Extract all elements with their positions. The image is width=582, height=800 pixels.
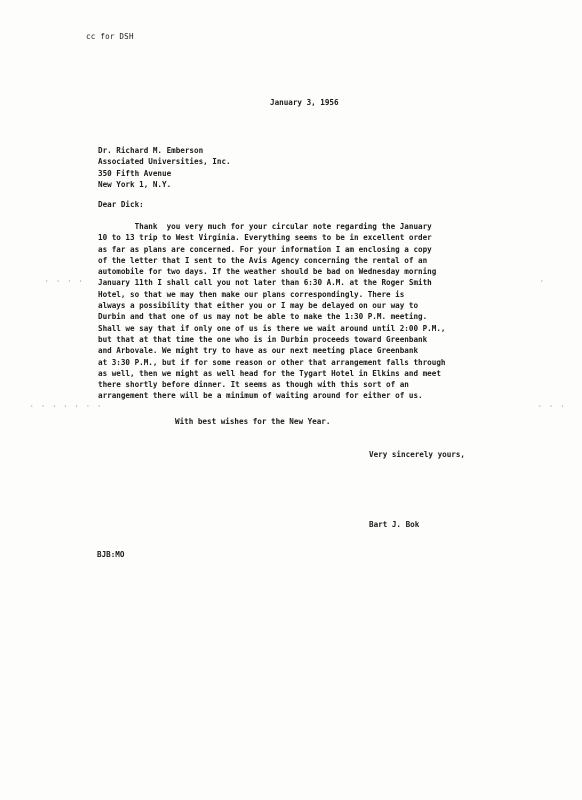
recipient-street: 350 Fifth Avenue <box>98 168 172 178</box>
recipient-address-block <box>98 145 231 190</box>
body-line: Thank you very much for your circular note regarding the January <box>98 222 432 231</box>
scan-speck: · · · · <box>45 278 85 285</box>
salutation: Dear Dick: <box>98 200 144 209</box>
scan-speck: · · · <box>538 403 567 410</box>
scan-speck: · <box>540 278 546 285</box>
typist-initials: BJB:MO <box>97 550 125 559</box>
letter-date: January 3, 1956 <box>270 98 339 107</box>
body-line: always a possibility that either you or I may be delayed on our way to <box>98 301 419 311</box>
body-line: 10 to 13 trip to West Virginia. Everything seems to be in excellent order <box>98 233 432 243</box>
closing-wishes: With best wishes for the New Year. <box>175 417 331 426</box>
signature-name: Bart J. Bok <box>369 520 420 529</box>
body-line: Shall we say that if only one of us is there we wait around until 2:00 P.M., <box>98 323 446 333</box>
letter-body <box>98 221 516 402</box>
body-line: Durbin and that one of us may not be able to make the 1:30 P.M. meeting. <box>98 312 428 322</box>
recipient-city: New York 1, N.Y. <box>98 179 172 189</box>
body-line: at 3:30 P.M., but if for some reason or other that arrangement falls through <box>98 357 446 367</box>
body-line: and Arbovale. We might try to have as our next meeting place Greenbank <box>98 346 419 356</box>
body-line: of the letter that I sent to the Avis Agency concerning the rental of an <box>98 255 428 265</box>
recipient-name: Dr. Richard M. Emberson <box>98 146 204 155</box>
body-line: Hotel, so that we may then make our plans correspondingly. There is <box>98 289 405 299</box>
scan-speck: · · · · · · · <box>30 403 103 410</box>
body-line: automobile for two days. If the weather should be bad on Wednesday morning <box>98 267 437 277</box>
recipient-organization: Associated Universities, Inc. <box>98 157 231 167</box>
body-line: there shortly before dinner. It seems as though with this sort of an <box>98 380 409 390</box>
cc-line: cc for DSH <box>86 32 134 41</box>
body-line: as far as plans are concerned. For your information I am enclosing a copy <box>98 244 432 254</box>
body-line: January 11th I shall call you not later than 6:30 A.M. at the Roger Smith <box>98 278 432 288</box>
body-line: but that at that time the one who is in Durbin proceeds toward Greenbank <box>98 334 428 344</box>
body-line: arrangement there will be a minimum of waiting around for either of us. <box>98 391 423 401</box>
body-line: as well, then we might as well head for the Tygart Hotel in Elkins and meet <box>98 368 441 378</box>
complimentary-close: Very sincerely yours, <box>369 450 466 459</box>
